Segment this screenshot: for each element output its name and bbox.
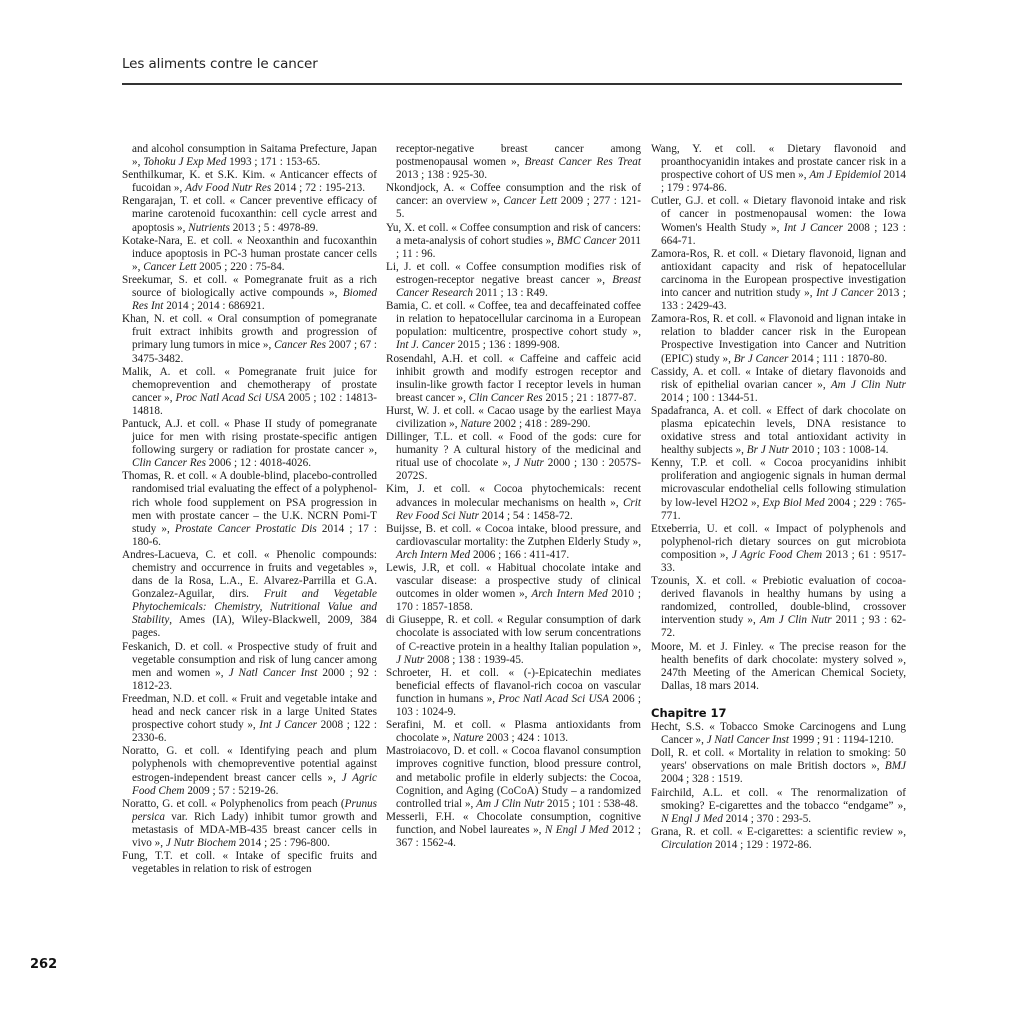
reference-entry <box>122 418 377 470</box>
reference-entry <box>386 405 641 431</box>
reference-source: Am J Clin Nutr <box>759 614 832 627</box>
reference-source: BMJ <box>884 760 906 773</box>
reference-continuation <box>122 143 377 169</box>
reference-source: J Agric Food Chem <box>731 548 823 561</box>
reference-text: Senthilkumar, K. et S.K. Kim. « Anticancer effects of fucoidan », <box>122 169 377 195</box>
reference-entry <box>386 562 641 614</box>
reference-text: , Ames (IA), Wiley-Blackwell, 2009, 384 pages. <box>132 614 377 640</box>
reference-entry <box>651 747 906 786</box>
reference-source: Br J Nutr <box>746 444 790 457</box>
reference-text: Doll, R. et coll. « Mortality in relation to smoking: 50 years' observations on male British doctors », <box>651 747 906 773</box>
reference-source: J Natl Cancer Inst <box>706 734 790 747</box>
reference-text: 2002 ; 418 : 289-290. <box>490 417 591 430</box>
reference-column-3 <box>651 143 906 852</box>
reference-list <box>122 143 377 876</box>
reference-source: Prunus persica <box>132 797 377 823</box>
reference-entry <box>651 457 906 522</box>
reference-source: Breast Cancer Res Treat <box>524 156 641 169</box>
reference-entry <box>122 549 377 641</box>
reference-source: Proc Natl Acad Sci USA <box>498 692 609 705</box>
reference-text: 2009 ; 57 : 5219-26. <box>184 784 279 797</box>
reference-entry <box>651 143 906 195</box>
reference-text: 2008 ; 123 : 664-71. <box>661 221 907 247</box>
reference-text: Noratto, G. et coll. « Identifying peach and plum polyphenols with chemopreventive potential against estrogen-independent breast cancer cells », <box>122 745 377 784</box>
reference-entry <box>122 641 377 693</box>
reference-text: Rosendahl, A.H. et coll. « Caffeine and caffeic acid inhibit growth and modify estrogen receptor and insulin-like growth factor I receptor levels in human breast cancer », <box>386 352 641 404</box>
reference-text: 2009 ; 277 : 121-5. <box>396 195 641 221</box>
reference-text: Kim, J. et coll. « Cocoa phytochemicals: recent advances in molecular mechanisms on health », <box>386 483 641 509</box>
reference-text: 2010 ; 103 : 1008-14. <box>789 444 889 457</box>
reference-text: Hurst, W. J. et coll. « Cacao usage by the earliest Maya civilization », <box>386 404 641 430</box>
reference-text: 2011 ; 11 : 96. <box>396 234 641 260</box>
reference-entry <box>651 575 906 640</box>
reference-entry <box>651 523 906 575</box>
reference-text: Bamia, C. et coll. « Coffee, tea and decaffeinated coffee in relation to hepatocellular carcinoma in a European population: multicentre, prospective cohort study », <box>386 300 641 339</box>
reference-source: Int J. Cancer <box>396 339 455 352</box>
reference-text: 2014 ; 100 : 1344-51. <box>661 391 758 404</box>
reference-list <box>651 143 906 693</box>
reference-text: Serafini, M. et coll. « Plasma antioxidants from chocolate », <box>386 719 641 745</box>
reference-text: 2000 ; 130 : 2057S-2072S. <box>396 457 642 483</box>
reference-text: Buijsse, B. et coll. « Cocoa intake, blood pressure, and cardiovascular mortality: the Zutphen Elderly Study », <box>386 522 641 548</box>
reference-text: 2015 ; 101 : 538-48. <box>544 797 639 810</box>
reference-source: J Agric Food Chem <box>132 771 377 797</box>
reference-continuation <box>386 143 641 182</box>
reference-source: Cancer Res <box>274 339 326 352</box>
reference-entry <box>122 313 377 365</box>
reference-entry <box>651 248 906 313</box>
reference-entry <box>386 745 641 810</box>
reference-entry <box>386 222 641 261</box>
reference-source: Int J Cancer <box>783 221 843 234</box>
reference-text: Messerli, F.H. « Chocolate consumption, cognitive function, and Nobel laureates », <box>386 810 641 836</box>
reference-text: 2008 ; 138 : 1939-45. <box>424 653 524 666</box>
reference-list <box>386 143 641 850</box>
reference-entry <box>122 235 377 274</box>
reference-entry <box>386 300 641 352</box>
header-rule <box>122 83 902 85</box>
reference-text: Hecht, S.S. « Tobacco Smoke Carcinogens and Lung Cancer », <box>651 721 906 747</box>
reference-text: 2007 ; 67 : 3475-3482. <box>132 339 378 365</box>
reference-text: Sreekumar, S. et coll. « Pomegranate fruit as a rich source of biologically active compounds », <box>122 273 377 300</box>
reference-entry <box>122 745 377 797</box>
reference-text: 2005 ; 102 : 14813-14818. <box>132 391 377 417</box>
reference-entry <box>122 693 377 745</box>
reference-source: N Engl J Med <box>661 812 723 825</box>
reference-text: 2015 ; 21 : 1877-87. <box>542 391 637 404</box>
reference-text: Moore, M. et J. Finley. « The precise reason for the health benefits of dark chocolate: mystery solved », 247th Meeting of the American Chemical Society, Dallas, 18 mars 2014. <box>651 640 906 692</box>
reference-text: 2012 ; 367 : 1562-4. <box>396 823 642 849</box>
reference-source: Circulation <box>661 838 713 851</box>
reference-text: Zamora-Ros, R. et coll. « Dietary flavonoid, lignan and antioxidant capacity and risk of hepatocellular carcinoma in the European prospective investigation into cancer and nutrition study », <box>651 247 906 300</box>
reference-column-1 <box>122 143 377 876</box>
reference-text: Thomas, R. et coll. « A double-blind, placebo-controlled randomised trial evaluating the effect of a polyphenol-rich whole food supplement on PSA progression in men with prostate cancer – the U.K. NCRN Pomi-T study », <box>122 470 377 535</box>
reference-source: Breast Cancer Research <box>396 273 641 300</box>
reference-text: 2006 ; 12 : 4018-4026. <box>205 457 312 470</box>
reference-text: Tzounis, X. et coll. « Prebiotic evaluation of cocoa-derived flavanols in healthy humans by using a randomized, controlled, double-blind, crossover intervention study », <box>651 575 906 627</box>
reference-entry <box>651 366 906 405</box>
reference-text: Schroeter, H. et coll. « (-)-Epicatechin mediates beneficial effects of flavanol-rich cocoa on vascular function in humans », <box>386 666 641 705</box>
reference-entry <box>651 195 906 247</box>
reference-text: 2013 ; 133 : 2429-43. <box>661 287 907 313</box>
reference-text: and alcohol consumption in Saitama Prefecture, Japan », <box>132 143 377 169</box>
reference-source: Clin Cancer Res <box>468 391 543 404</box>
reference-source: Arch Intern Med <box>396 548 471 561</box>
reference-text: 2014 ; 17 : 180-6. <box>132 522 378 548</box>
reference-source: Clin Cancer Res <box>132 457 206 470</box>
reference-entry <box>651 721 906 747</box>
reference-text: Etxeberria, U. et coll. « Impact of polyphenols and polyphenol-rich dietary sources on gut microbiota composition », <box>651 522 906 561</box>
reference-source: Am J Clin Nutr <box>830 378 906 391</box>
reference-text: 2010 ; 170 : 1857-1858. <box>396 588 641 614</box>
reference-text: 2000 ; 92 : 1812-23. <box>132 666 377 692</box>
reference-entry <box>122 366 377 418</box>
reference-text: 2014 ; 54 : 1458-72. <box>478 509 573 522</box>
reference-entry <box>651 313 906 365</box>
reference-text: Khan, N. et coll. « Oral consumption of pomegranate fruit extract inhibits growth and progression of primary lung tumors in mice », <box>122 313 377 352</box>
reference-text: Malik, A. et coll. « Pomegranate fruit juice for chemoprevention and chemotherapy of prostate cancer », <box>122 365 377 404</box>
reference-text: Fairchild, A.L. et coll. « The renormalization of smoking? E-cigarettes and the tobacco “endgame” », <box>651 786 906 812</box>
reference-text: 2011 ; 13 : R49. <box>472 287 548 300</box>
reference-text: di Giuseppe, R. et coll. « Regular consumption of dark chocolate is associated with low serum concentrations of C-reactive protein in a healthy Italian population », <box>386 614 641 653</box>
reference-text: 2011 ; 93 : 62-72. <box>661 614 906 640</box>
reference-source: J Nutr <box>514 457 544 470</box>
reference-text: 2008 ; 122 : 2330-6. <box>132 719 378 745</box>
reference-entry <box>122 470 377 549</box>
reference-text: Kotake-Nara, E. et coll. « Neoxanthin and fucoxanthin induce apoptosis in PC-3 human prostate cancer cells », <box>122 234 377 273</box>
reference-source: N Engl J Med <box>544 823 609 836</box>
reference-text: 2003 ; 424 : 1013. <box>483 732 569 745</box>
reference-text: 2013 ; 5 : 4978-89. <box>229 221 319 234</box>
reference-entry <box>122 195 377 234</box>
reference-source: Nature <box>452 732 484 745</box>
reference-entry <box>386 261 641 300</box>
reference-text: Cassidy, A. et coll. « Intake of dietary flavonoids and risk of epithelial ovarian cancer », <box>651 365 906 391</box>
reference-source: Int J Cancer <box>259 719 318 732</box>
reference-source: Exp Biol Med <box>762 496 825 509</box>
reference-text: Noratto, G. et coll. « Polyphenolics from peach ( <box>122 797 345 810</box>
reference-entry <box>122 798 377 850</box>
reference-text: Spadafranca, A. et coll. « Effect of dark chocolate on plasma epicatechin levels, DNA resistance to oxidative stress and total antioxidant activity in healthy subjects », <box>651 404 906 457</box>
reference-entry <box>651 405 906 457</box>
reference-entry <box>122 850 377 876</box>
reference-entry <box>386 523 641 562</box>
reference-text: var. Rich Lady) inhibit tumor growth and metastasis of MDA-MB-435 breast cancer cells in vivo », <box>132 810 377 849</box>
reference-text: Kenny, T.P. et coll. « Cocoa procyanidins inhibit proliferation and angiogenic signals in human dermal microvascular endothelial cells following stimulation by low-level H2O2 », <box>651 457 906 509</box>
reference-text: 1993 ; 171 : 153-65. <box>226 156 321 169</box>
reference-text: 2004 ; 328 : 1519. <box>661 773 743 786</box>
reference-text: Grana, R. et coll. « E-cigarettes: a scientific review », <box>651 825 906 838</box>
reference-text: Rengarajan, T. et coll. « Cancer preventive efficacy of marine carotenoid fucoxanthin: cell cycle arrest and apoptosis », <box>122 195 377 234</box>
reference-text: receptor-negative breast cancer among postmenopausal women », <box>396 143 641 169</box>
reference-source: BMC Cancer <box>556 234 617 247</box>
reference-entry <box>651 641 906 693</box>
reference-list <box>651 721 906 852</box>
reference-text: 2013 ; 61 : 9517-33. <box>661 548 906 574</box>
reference-text: Li, J. et coll. « Coffee consumption modifies risk of estrogen-receptor negative breast cancer », <box>386 260 641 286</box>
reference-text: 2014 ; 111 : 1870-80. <box>788 352 888 365</box>
reference-source: Int J Cancer <box>816 287 874 300</box>
reference-text: 2006 ; 166 : 411-417. <box>470 548 570 561</box>
reference-text: 2014 ; 72 : 195-213. <box>271 182 366 195</box>
reference-text: 2015 ; 136 : 1899-908. <box>454 339 560 352</box>
reference-entry <box>122 274 377 313</box>
reference-text: Cutler, G.J. et coll. « Dietary flavonoid intake and risk of cancer in postmenopausal women: the Iowa Women's Health Study », <box>651 195 906 234</box>
reference-entry <box>386 182 641 221</box>
reference-text: Wang, Y. et coll. « Dietary flavonoid and proanthocyanidin intakes and prostate cancer risk in a prospective cohort of US men », <box>651 143 906 182</box>
reference-source: Am J Clin Nutr <box>476 797 545 810</box>
reference-text: 2005 ; 220 : 75-84. <box>196 260 285 273</box>
reference-source: Prostate Cancer Prostatic Dis <box>174 522 317 535</box>
reference-text: 2014 ; 25 : 796-800. <box>236 836 330 849</box>
reference-entry <box>386 353 641 405</box>
reference-text: Fung, T.T. et coll. « Intake of specific fruits and vegetables in relation to risk of estrogen <box>122 850 377 876</box>
reference-entry <box>651 826 906 852</box>
reference-text: Zamora-Ros, R. et coll. « Flavonoid and lignan intake in relation to bladder cancer risk in the European Prospective Investigation into Cancer and Nutrition (EPIC) study », <box>651 313 906 365</box>
reference-source: Br J Cancer <box>733 352 789 365</box>
reference-text: 2014 ; 129 : 1972-86. <box>712 838 812 851</box>
reference-source: Cancer Lett <box>143 260 197 273</box>
reference-source: Adv Food Nutr Res <box>185 182 272 195</box>
reference-source: J Nutr <box>396 653 425 666</box>
reference-source: Fruit and Vegetable Phytochemicals: Chemistry, Nutritional Value and Stability <box>132 588 377 627</box>
chapter-heading: Chapitre 17 <box>651 705 727 720</box>
reference-text: 1999 ; 91 : 1194-1210. <box>789 734 894 747</box>
reference-entry <box>386 614 641 666</box>
reference-source: Cancer Lett <box>503 195 558 208</box>
reference-source: Am J Epidemiol <box>809 169 881 182</box>
reference-text: Feskanich, D. et coll. « Prospective study of fruit and vegetable consumption and risk of lung cancer among men and women », <box>122 640 377 679</box>
reference-source: Biomed Res Int <box>132 287 377 313</box>
reference-text: Freedman, N.D. et coll. « Fruit and vegetable intake and head and neck cancer risk in a large United States prospective cohort study », <box>122 692 377 732</box>
reference-text: 2014 ; 370 : 293-5. <box>722 812 812 825</box>
reference-entry <box>651 787 906 826</box>
reference-text: Mastroiacovo, D. et coll. « Cocoa flavanol consumption improves cognitive function, blood pressure control, and metabolic profile in elderly subjects: the Cocoa, Cognition, and Aging (CoCoA) Study – a randomized controlled trial », <box>386 745 641 810</box>
reference-source: Crit Rev Food Sci Nutr <box>396 496 641 522</box>
reference-source: Nutrients <box>188 221 230 234</box>
reference-source: J Nutr Biochem <box>165 836 237 849</box>
reference-text: Yu, X. et coll. « Coffee consumption and risk of cancers: a meta-analysis of cohort studies », <box>386 221 641 247</box>
reference-text: 2014 ; 179 : 974-86. <box>661 169 907 195</box>
reference-text: Dillinger, T.L. et coll. « Food of the gods: cure for humanity ? A cultural history of the medicinal and ritual use of chocolate », <box>386 431 641 470</box>
reference-entry <box>386 483 641 522</box>
reference-entry <box>386 811 641 850</box>
reference-text: Lewis, J.R, et coll. « Habitual chocolate intake and vascular disease: a prospective study of clinical outcomes in older women », <box>386 562 641 601</box>
reference-entry <box>386 667 641 719</box>
reference-source: Nature <box>460 417 491 430</box>
reference-text: Andres-Lacueva, C. et coll. « Phenolic compounds: chemistry and occurrence in fruits and vegetables », dans de la Rosa, L.A., E. Alvarez-Parrilla et G.A. Gonzalez-Aguilar, dirs. <box>122 548 377 601</box>
reference-source: Tohoku J Exp Med <box>143 156 227 169</box>
running-head: Les aliments contre le cancer <box>122 56 318 72</box>
reference-source: Arch Intern Med <box>531 588 608 601</box>
page-number: 262 <box>30 957 58 972</box>
reference-entry <box>122 169 377 195</box>
reference-text: 2013 ; 138 : 925-30. <box>396 169 488 182</box>
reference-text: Pantuck, A.J. et coll. « Phase II study of pomegranate juice for men with rising prostate-specific antigen following surgery or radiation for prostate cancer », <box>122 417 377 457</box>
reference-entry <box>386 719 641 745</box>
reference-text: Nkondjock, A. « Coffee consumption and the risk of cancer: an overview », <box>386 182 641 208</box>
reference-text: 2004 ; 229 : 765-771. <box>661 496 906 522</box>
reference-text: 2006 ; 103 : 1024-9. <box>396 692 642 719</box>
reference-text: 2014 ; 2014 : 686921. <box>163 300 265 313</box>
reference-column-2 <box>386 143 641 850</box>
reference-source: Proc Natl Acad Sci USA <box>175 391 286 404</box>
reference-source: J Natl Cancer Inst <box>228 666 318 679</box>
reference-entry <box>386 431 641 483</box>
